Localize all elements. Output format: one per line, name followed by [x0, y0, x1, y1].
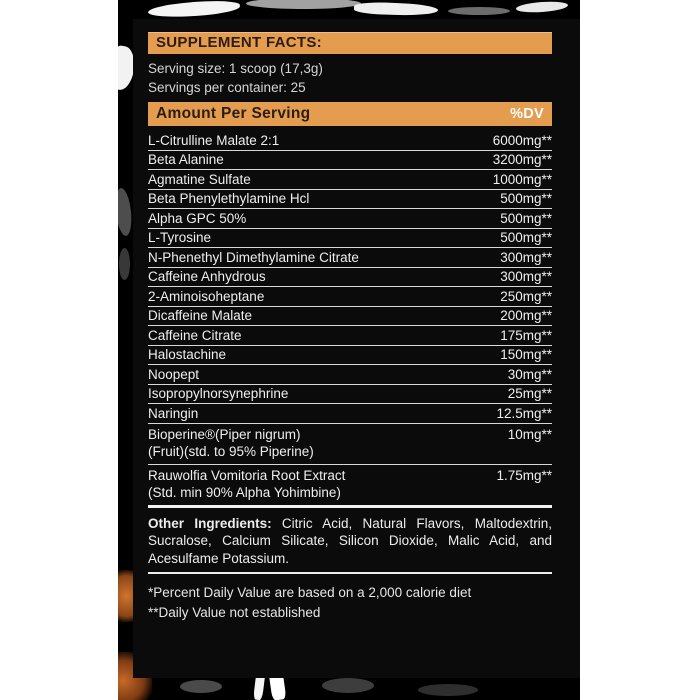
ingredient-amount: 10mg** [507, 426, 552, 442]
table-row [148, 346, 552, 366]
ingredient-amount: 300mg** [500, 249, 552, 265]
ingredient-amount: 500mg** [500, 191, 552, 206]
texture-splatter [354, 2, 438, 17]
ingredient-name: Agmatine Sulfate [148, 171, 251, 187]
supplement-facts-panel [133, 19, 580, 678]
ingredient-name: 2-Aminoisoheptane [148, 288, 265, 304]
ingredient-name: Dicaffeine Malate [148, 308, 253, 323]
ingredient-amount: 25mg** [507, 386, 552, 401]
ingredient-amount: 6000mg** [492, 132, 552, 148]
footnote-divider [148, 572, 552, 574]
texture-splatter [448, 7, 510, 15]
ingredient-amount: 250mg** [500, 288, 552, 304]
supplement-facts-header: SUPPLEMENT FACTS: [148, 32, 552, 54]
table-row [148, 209, 552, 229]
ingredient-amount: 200mg** [500, 308, 552, 323]
texture-splatter [119, 248, 130, 280]
ingredient-amount: 1000mg** [492, 171, 552, 187]
ingredient-name: Caffeine Anhydrous [148, 269, 266, 284]
ingredient-name: Halostachine [148, 347, 227, 362]
ingredient-name: L-Citrulline Malate 2:1 [148, 132, 280, 148]
table-row [148, 190, 552, 210]
amount-per-serving-label: Amount Per Serving [156, 105, 311, 122]
ingredient-amount: 3200mg** [492, 152, 552, 167]
footnotes [148, 583, 552, 622]
ingredient-amount: 500mg** [500, 210, 552, 226]
ingredient-name: Noopept [148, 366, 200, 382]
table-row [148, 268, 552, 288]
table-row-two-line [148, 465, 552, 508]
ingredient-name: Caffeine Citrate [148, 327, 242, 343]
table-row [148, 404, 552, 424]
amount-per-serving-header [148, 102, 552, 126]
texture-splatter [246, 0, 361, 9]
table-row [148, 326, 552, 346]
table-row [148, 248, 552, 268]
table-row [148, 229, 552, 249]
ingredient-name: Bioperine®(Piper nigrum) [148, 426, 301, 442]
serving-info [148, 60, 552, 97]
ingredient-table [148, 131, 552, 508]
texture-splatter [148, 0, 241, 18]
table-row-two-line [148, 424, 552, 465]
ingredient-name-line2: (Fruit)(std. to 95% Piperine) [148, 444, 314, 459]
ingredient-amount: 12.5mg** [496, 405, 552, 421]
texture-splatter [418, 684, 478, 696]
other-ingredients-label: Other Ingredients: [148, 515, 272, 531]
table-row [148, 307, 552, 327]
ingredient-name: L-Tyrosine [148, 230, 212, 245]
ingredient-amount: 175mg** [500, 327, 552, 343]
table-row [148, 131, 552, 151]
other-ingredients-paragraph [148, 515, 552, 568]
other-ingredients-text: Citric Acid, Natural Flavors, Maltodextrin, Sucralose, Calcium Silicate, Silicon Dioxide, Malic Acid, and Acesulfame Potassium. [148, 515, 553, 566]
ingredient-amount: 1.75mg** [496, 467, 552, 483]
ingredient-name: Beta Alanine [148, 152, 224, 167]
table-row [148, 385, 552, 405]
ingredient-name: Naringin [148, 405, 199, 421]
table-row [148, 151, 552, 171]
ingredient-amount: 500mg** [500, 230, 552, 245]
table-row [148, 287, 552, 307]
footnote-dv-not-established: **Daily Value not established [148, 604, 321, 620]
texture-splatter [322, 678, 374, 693]
table-row [148, 170, 552, 190]
serving-size-text: Serving size: 1 scoop (17,3g) [148, 61, 323, 76]
ingredient-name: Beta Phenylethylamine Hcl [148, 191, 310, 206]
percent-dv-label: %DV [510, 106, 544, 122]
texture-splatter [180, 680, 222, 693]
ingredient-amount: 30mg** [507, 366, 552, 382]
ingredient-name: Isopropylnorsynephrine [148, 386, 289, 401]
ingredient-name: N-Phenethyl Dimethylamine Citrate [148, 249, 359, 265]
ingredient-name: Rauwolfia Vomitoria Root Extract [148, 467, 346, 483]
texture-splatter [516, 0, 569, 14]
texture-splatter [118, 187, 133, 236]
servings-per-container-text: Servings per container: 25 [148, 79, 306, 95]
ingredient-name: Alpha GPC 50% [148, 210, 247, 226]
footnote-percent-dv: *Percent Daily Value are based on a 2,000 calorie diet [148, 585, 472, 600]
table-row [148, 365, 552, 385]
ingredient-amount: 150mg** [500, 347, 552, 362]
ingredient-amount: 300mg** [500, 269, 552, 284]
ingredient-name-line2: (Std. min 90% Alpha Yohimbine) [148, 485, 341, 500]
